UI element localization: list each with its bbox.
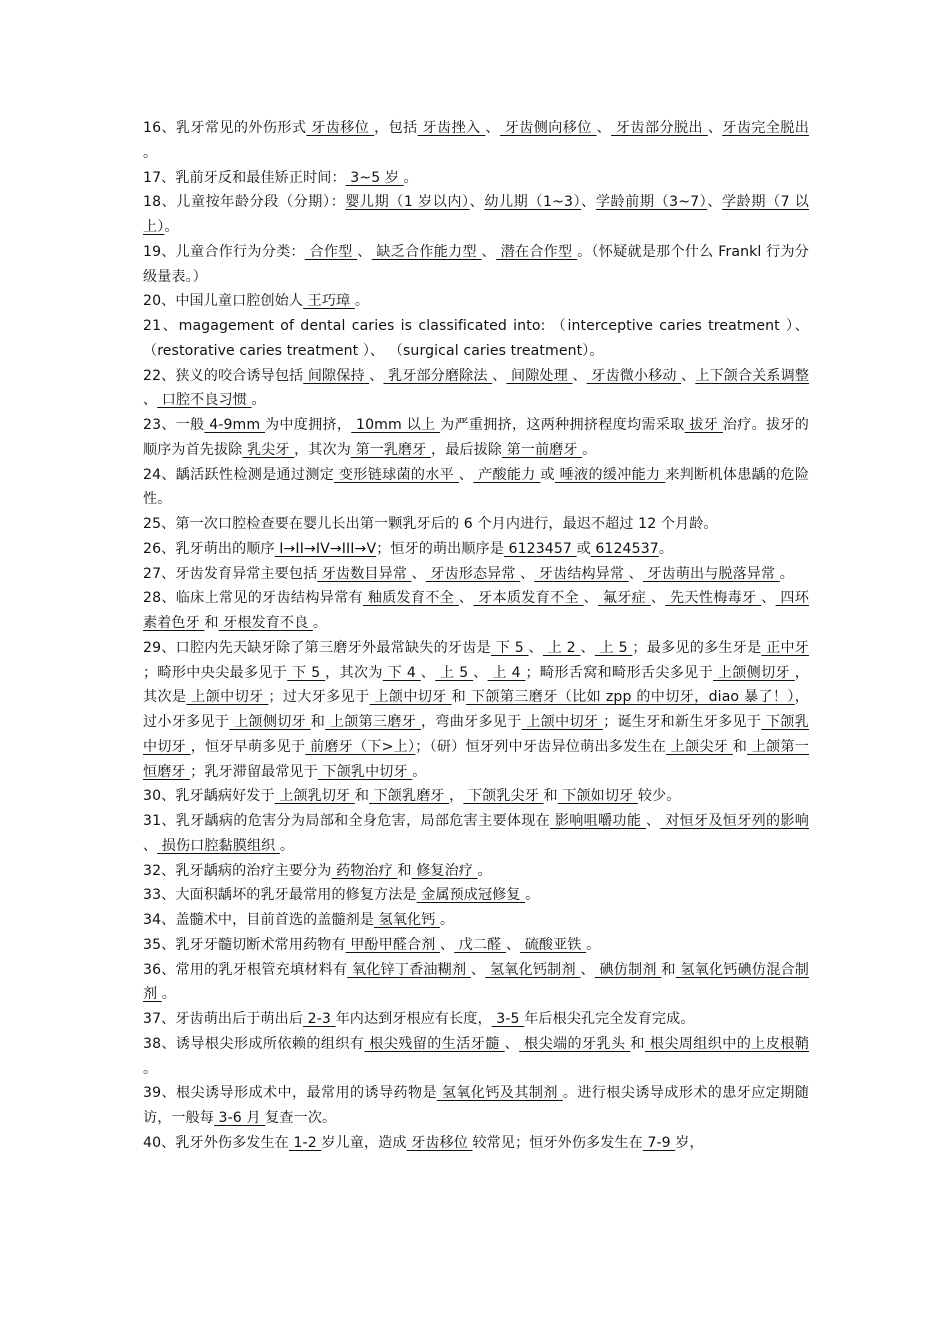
question-text: 和 [661, 961, 676, 978]
answer-blank: 下 5 [490, 639, 529, 656]
answer-blank: 牙齿萌出与脱落异常 [642, 565, 780, 582]
question-text: ；过大牙多见于 [268, 689, 370, 706]
question-list [143, 116, 809, 1156]
question-text: 年内达到牙根应有长度， [335, 1011, 492, 1027]
answer-blank: 牙齿结构异常 [534, 565, 629, 582]
question-text: 23、一般 [143, 417, 205, 433]
question-text: 。（怀疑就是那个什么 Frankl 行为分级量表。） [143, 243, 810, 285]
question-text: 和 [397, 862, 412, 879]
question-text: 、 [580, 961, 595, 978]
answer-blank: 戊二醛 [454, 936, 506, 953]
answer-blank: 根尖残留的生活牙髓 [364, 1035, 505, 1052]
answer-blank: 第一乳磨牙 [350, 441, 432, 458]
answer-blank: 下颌乳中切牙 [317, 763, 413, 780]
question-text: 18、儿童按年龄分段（分期）： [143, 194, 346, 211]
question-text: 39、根尖诱导形成术中，最常用的诱导药物是 [143, 1085, 437, 1102]
question-text: 36、常用的乳牙根管充填材料有 [143, 961, 348, 978]
question-q18 [143, 190, 809, 240]
question-text: 治疗。拔牙的顺序为首先拔除 [143, 417, 809, 458]
question-text: 和 [204, 615, 219, 631]
question-text: 、 [504, 1035, 520, 1052]
question-text: 。 [586, 936, 601, 953]
question-q39 [143, 1081, 809, 1131]
question-q32 [143, 859, 809, 884]
question-text: 、 [628, 565, 643, 582]
question-text: ，过小牙多见于 [143, 689, 809, 730]
answer-blank: 上颌第一恒磨牙 [143, 738, 810, 780]
question-text: 或 [540, 466, 555, 483]
question-text: 复查一次。 [265, 1110, 337, 1126]
answer-blank: 硫酸亚铁 [520, 936, 587, 953]
question-text: 、 [411, 565, 426, 582]
answer-blank: 牙齿移位 [406, 1134, 473, 1151]
question-text: 、 [580, 639, 595, 656]
question-q26 [143, 537, 809, 562]
question-q40 [143, 1131, 809, 1156]
answer-blank: 上 4 [487, 664, 526, 681]
answer-blank: 学龄期（7 以上） [143, 194, 809, 235]
question-text: 31、乳牙龋病的危害分为局部和全身危害，局部危害主要体现在 [143, 813, 551, 829]
question-text: ， [449, 788, 464, 805]
answer-blank: 乳尖牙 [242, 441, 295, 458]
question-text: 、 [458, 466, 474, 483]
question-text: 17、乳前牙反和最佳矫正时间： [143, 169, 346, 186]
question-q34 [143, 908, 809, 933]
question-text: 22、狭义的咬合诱导包括 [143, 367, 304, 384]
answer-blank: 上颌乳切牙 [274, 788, 355, 805]
answer-blank: 上颌第三磨牙 [325, 714, 421, 730]
question-text: 35、乳牙牙髓切断术常用药物有 [143, 936, 346, 953]
question-text: 、 [707, 194, 722, 211]
question-text: 、 [596, 120, 612, 136]
answer-blank: 间隙处理 [506, 367, 573, 384]
question-text: 、 [581, 194, 596, 211]
question-text: 。 [143, 144, 158, 161]
answer-blank: 上下颌合关系调整 [695, 367, 810, 384]
answer-blank: 乳牙部分磨除法 [383, 367, 493, 384]
answer-blank: 上颌侧切牙 [713, 664, 795, 681]
question-text: ；畸形舌窝和畸形舌尖多见于 [525, 664, 714, 681]
answer-blank: 碘仿制剂 [594, 961, 662, 978]
answer-blank: 氢氧化钙及其制剂 [436, 1085, 563, 1102]
question-text: 。 [164, 219, 179, 235]
question-text: 。 [403, 169, 418, 186]
question-text: 、 [520, 565, 535, 582]
question-text: 38、诱导根尖形成所依赖的组织有 [143, 1035, 365, 1052]
question-text: 和 [354, 788, 370, 805]
answer-blank: 学龄前期（3~7） [595, 194, 708, 211]
question-q16 [143, 116, 809, 166]
question-text: 为中度拥挤， [264, 417, 352, 433]
answer-blank: 药物治疗 [331, 862, 398, 879]
answer-blank: 王巧璋 [303, 293, 355, 310]
answer-blank: 下颌乳尖牙 [463, 788, 544, 805]
question-text: 来判断机体患龋的危险性。 [143, 466, 810, 508]
question-text: 19、儿童合作行为分类： [143, 243, 305, 260]
question-text: ；最多见的多生牙是 [632, 639, 762, 656]
answer-blank: 根尖端的牙乳头 [519, 1035, 631, 1052]
question-q19 [143, 240, 809, 290]
answer-blank: 氢氧化钙碘仿混合制剂 [143, 961, 810, 1003]
question-text: 37、牙齿萌出后于萌出后 [143, 1011, 304, 1027]
question-text: 、 [143, 392, 158, 409]
question-text: 、 [572, 367, 587, 384]
question-text: 、 [505, 936, 521, 953]
question-text: 27、牙齿发育异常主要包括 [143, 565, 318, 582]
answer-blank: 4-9mm [204, 417, 265, 433]
question-text: 30、乳牙龋病好发于 [143, 788, 275, 805]
answer-blank: 上 2 [542, 639, 581, 656]
answer-blank: 损伤口腔黏膜组织 [157, 837, 280, 854]
answer-blank: 唾液的缓冲能力 [554, 466, 666, 483]
question-text: 29、口腔内先天缺牙除了第三磨牙外最常缺失的牙齿是 [143, 639, 491, 656]
answer-blank: 四环素着色牙 [143, 590, 809, 631]
answer-blank: 6123457 [503, 540, 577, 557]
answer-blank: 3-5 [491, 1011, 525, 1027]
question-text: ， 其次是 [143, 664, 809, 706]
question-q33 [143, 883, 809, 908]
answer-blank: 合作型 [304, 243, 358, 260]
question-text: 、 [707, 120, 723, 136]
question-text: 。 [412, 763, 427, 780]
question-text: 。 [477, 862, 492, 879]
question-text: ；恒牙的萌出顺序是 [376, 540, 504, 557]
question-q25 [143, 512, 809, 537]
question-q24 [143, 463, 809, 513]
answer-blank: 7-9 [642, 1134, 676, 1151]
question-q23 [143, 413, 809, 463]
question-text: ；诞生牙和新生牙多见于 [603, 714, 762, 730]
answer-blank: 下颌乳中切牙 [143, 714, 809, 755]
question-text: 和 [732, 738, 748, 755]
answer-blank: 6124537 [590, 540, 659, 557]
answer-blank: 第一前磨牙 [502, 441, 583, 458]
question-q28 [143, 586, 809, 636]
question-text: 、 [681, 367, 696, 384]
question-text: 岁， [675, 1134, 704, 1151]
question-q31 [143, 809, 809, 859]
answer-blank: 间隙保持 [303, 367, 370, 384]
question-text: 25、第一次口腔检查要在婴儿长出第一颗乳牙后的 6 个月内进行，最迟不超过 12 个月龄。 [143, 516, 718, 532]
question-text: 。 [161, 986, 176, 1003]
answer-blank: 2-3 [303, 1011, 336, 1027]
answer-blank: 金属预成冠修复 [416, 887, 526, 904]
question-text: 、 [485, 120, 500, 136]
question-text: 20、中国儿童口腔创始人 [143, 293, 304, 310]
answer-blank: 潜在合作型 [495, 243, 578, 260]
question-text: 较常见；恒牙外伤多发生在 [472, 1134, 643, 1151]
answer-blank: 氧化锌丁香油糊剂 [347, 961, 471, 978]
answer-blank: 下颌第三磨牙（比如 zpp 的中切牙，diao 暴了！） [466, 689, 795, 706]
answer-blank: 上 5 [435, 664, 474, 681]
question-text: 。 [312, 615, 328, 631]
question-text: 或 [576, 540, 591, 557]
answer-blank: 1-2 [288, 1134, 322, 1151]
question-text: 、 [420, 664, 436, 681]
question-text: 。 [251, 392, 266, 409]
answer-blank: 下颌如切牙 [557, 788, 638, 805]
answer-blank: 上颌尖牙 [666, 738, 733, 755]
question-text: 16、乳牙常见的外伤形式 [143, 120, 307, 136]
question-text: 和 [543, 788, 558, 805]
question-q21 [143, 314, 809, 364]
question-text: 和 [451, 689, 467, 706]
question-text: 、 [528, 639, 543, 656]
answer-blank: 婴儿期（1 岁以内） [345, 194, 470, 211]
answer-blank: 下 4 [382, 664, 421, 681]
question-text: 。 [582, 441, 597, 458]
answer-blank: 根尖周组织中的上皮根鞘 [644, 1035, 809, 1052]
answer-blank: 3-6 月 [213, 1110, 266, 1126]
answer-blank: 牙根发育不良 [218, 615, 313, 631]
question-q22 [143, 364, 809, 414]
answer-blank: 氢氧化钙制剂 [485, 961, 581, 978]
question-text: 。 [354, 293, 370, 310]
question-text: ，弯曲牙多见于 [420, 714, 522, 730]
answer-blank: 产酸能力 [473, 466, 541, 483]
answer-blank: 前磨牙（下>上） [305, 738, 416, 755]
question-text: ；畸形中央尖最多见于 [143, 664, 288, 681]
question-text: 较少。 [637, 788, 681, 805]
answer-blank: 氢氧化钙 [374, 912, 440, 928]
question-q17 [143, 166, 809, 191]
question-text: 32、乳牙龋病的治疗主要分为 [143, 862, 332, 879]
question-text: 。 [779, 565, 794, 582]
question-q36 [143, 958, 809, 1008]
question-text: 、 [470, 961, 486, 978]
question-text: 、 [458, 590, 474, 607]
question-q27 [143, 562, 809, 587]
answer-blank: 下 5 [287, 664, 326, 681]
question-text: 和 [310, 714, 326, 730]
answer-blank: 下颌乳磨牙 [369, 788, 450, 805]
answer-blank: 上颌中切牙 [521, 714, 604, 730]
question-text: 、 [357, 243, 372, 260]
question-text: 、 [646, 813, 661, 829]
answer-blank: 上颌中切牙 [186, 689, 269, 706]
answer-blank: 牙齿挫入 [417, 120, 486, 136]
question-text: 26、乳牙萌出的顺序 [143, 540, 275, 557]
question-text: 和 [630, 1035, 645, 1052]
answer-blank: 牙齿部分脱出 [611, 120, 708, 136]
question-text: 40、乳牙外伤多发生在 [143, 1134, 289, 1151]
question-text: 、 [761, 590, 776, 607]
question-text: ，包括 [374, 120, 418, 136]
question-text: 33、大面积龋坏的乳牙最常用的修复方法是 [143, 887, 417, 904]
answer-blank: 釉质发育不全 [362, 590, 459, 607]
question-text: 。 [439, 912, 455, 928]
question-text: 、 [481, 243, 496, 260]
question-text: 。 [279, 837, 295, 854]
question-text: 28、临床上常见的牙齿结构异常有 [143, 590, 363, 607]
question-text: 年后根尖孔完全发育完成。 [524, 1011, 695, 1027]
answer-blank: 缺乏合作能力型 [371, 243, 482, 260]
question-text: ，恒牙早萌多见于 [190, 738, 306, 755]
answer-blank: 10mm 以上 [351, 417, 441, 433]
answer-blank: 牙本质发育不全 [473, 590, 584, 607]
answer-blank: 拔牙 [684, 417, 723, 433]
answer-blank: 幼儿期（1~3） [484, 194, 582, 211]
answer-blank: 牙齿侧向移位 [499, 120, 597, 136]
answer-blank: 牙齿数目异常 [317, 565, 412, 582]
question-q20 [143, 289, 809, 314]
question-q30 [143, 784, 809, 809]
answer-blank: 牙齿微小移动 [586, 367, 682, 384]
question-text: 、 [492, 367, 507, 384]
answer-blank: 上 5 [594, 639, 633, 656]
question-q29 [143, 636, 809, 785]
question-text: ；（研）恒牙列中牙齿异位萌出多发生在 [415, 738, 667, 755]
question-text: 。 [143, 1060, 158, 1077]
answer-blank: 影响咀嚼功能 [550, 813, 647, 829]
answer-blank: 牙齿移位 [306, 120, 375, 136]
answer-blank: 口腔不良习惯 [157, 392, 252, 409]
question-text: 21、magagement of dental caries is classificated into: （interceptive caries treatment ）、 （restorative caries treatment ）、 （surgical caries treatment）。 [143, 318, 809, 359]
question-text: ，其次为 [325, 664, 383, 681]
answer-blank: 变形链球菌的水平 [334, 466, 459, 483]
question-text: 。 [525, 887, 540, 904]
question-text: 34、盖髓术中，目前首选的盖髓剂是 [143, 912, 375, 928]
answer-blank: I→II→IV→III→V [274, 540, 377, 557]
question-text: 、 [650, 590, 666, 607]
answer-blank: 甲酚甲醛合剂 [345, 936, 440, 953]
question-text: 为严重拥挤，这两种拥挤程度均需采取 [440, 417, 685, 433]
answer-blank: 正中牙 [761, 639, 809, 656]
question-text: 24、龋活跃性检测是通过测定 [143, 466, 335, 483]
question-text: 、 [473, 664, 488, 681]
question-q35 [143, 933, 809, 958]
question-text: 、 [143, 837, 158, 854]
answer-blank: 对恒牙及恒牙列的影响 [660, 813, 809, 829]
answer-blank: 上颌侧切牙 [229, 714, 311, 730]
answer-blank: 修复治疗 [411, 862, 478, 879]
question-text: 岁儿童，造成 [321, 1134, 407, 1151]
question-q37 [143, 1007, 809, 1032]
question-text: ；乳牙滞留最常见于 [190, 763, 318, 780]
answer-blank: 牙齿完全脱出 [722, 120, 809, 136]
question-text: 、 [439, 936, 455, 953]
answer-blank: 3~5 岁 [345, 169, 404, 186]
question-text: 。 [658, 540, 674, 557]
question-text: 、 [369, 367, 384, 384]
question-text: ，其次为 [294, 441, 351, 458]
question-text: 。进行根尖诱导成形术的患牙应定期随访，一般每 [143, 1085, 809, 1126]
question-text: ，最后拔除 [431, 441, 502, 458]
answer-blank: 上颌中切牙 [369, 689, 452, 706]
question-text: 、 [469, 194, 485, 211]
question-text: 、 [583, 590, 599, 607]
answer-blank: 牙齿形态异常 [425, 565, 521, 582]
answer-blank: 氟牙症 [598, 590, 651, 607]
answer-blank: 先天性梅毒牙 [665, 590, 762, 607]
question-q38 [143, 1032, 809, 1082]
